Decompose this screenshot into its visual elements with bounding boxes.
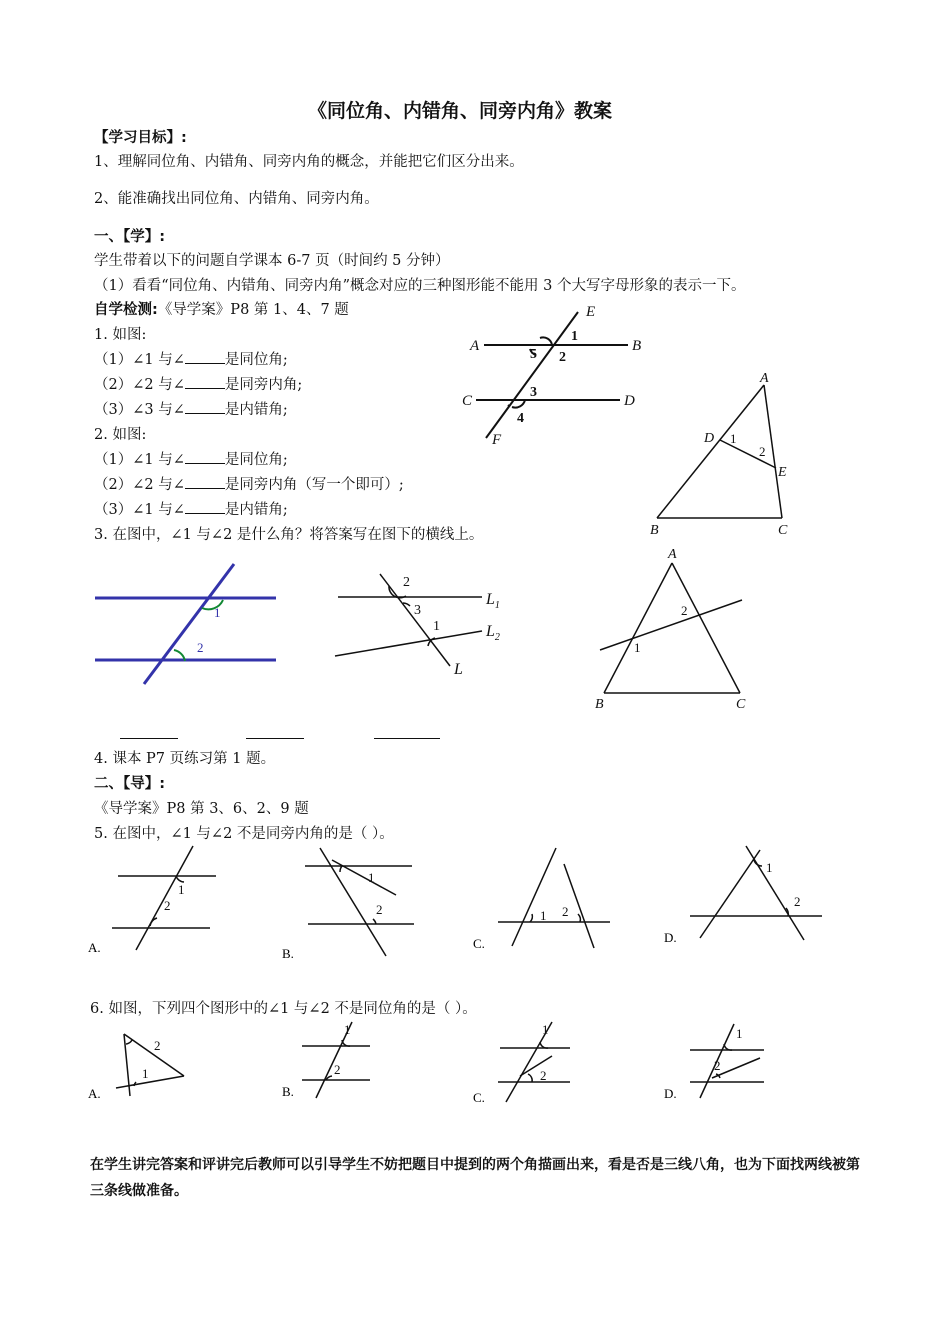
svg-text:2: 2 <box>376 902 383 917</box>
answer-blank[interactable] <box>185 501 225 514</box>
svg-text:A: A <box>668 547 677 562</box>
answer-blank[interactable] <box>185 376 225 389</box>
svg-text:1: 1 <box>736 1026 743 1041</box>
problem1-item: （3）∠3 与∠ 是内错角; <box>94 402 288 418</box>
svg-text:1: 1 <box>142 1066 149 1081</box>
section2-heading: 二、【导】: <box>94 776 166 792</box>
svg-text:L1: $L_1$ <box>486 591 500 611</box>
svg-text:2: 2 <box>164 898 171 913</box>
svg-text:A.: A. <box>88 1086 101 1101</box>
svg-text:1: 1 <box>344 1022 351 1037</box>
teacher-note: 在学生讲完答案和评讲完后教师可以引导学生不妨把题目中提到的两个角描画出来，看是否是三线八角，也为下面找两线被第三条线做准备。 <box>90 1157 860 1199</box>
svg-text:1: 1 <box>634 640 641 655</box>
label-A: A <box>470 338 480 354</box>
svg-text:2: 2 <box>562 904 569 919</box>
svg-text:2: 2 <box>559 350 566 365</box>
figure-parallel-transversal <box>460 298 660 448</box>
page-title: 《同位角、内错角、同旁内角》教案 <box>308 100 613 122</box>
answer-blank[interactable] <box>185 476 225 489</box>
answer-blank[interactable] <box>185 351 225 364</box>
q5-figure-d <box>660 842 830 957</box>
svg-text:2: 2 <box>759 444 766 459</box>
svg-text:B: B <box>595 697 604 712</box>
problem1-item: （1）∠1 与∠ 是同位角; <box>94 352 288 368</box>
label-C: C <box>462 393 473 409</box>
figure-triangle-de <box>640 368 810 548</box>
svg-text:B: B <box>650 523 659 538</box>
svg-text:D.: D. <box>664 1086 677 1101</box>
problem2-label: 2. 如图: <box>94 427 147 443</box>
svg-text:1: 1 <box>542 1022 549 1037</box>
svg-text:1: 1 <box>178 882 185 897</box>
svg-text:4: 4 <box>517 411 524 426</box>
problem1-item: （2）∠2 与∠ 是同旁内角; <box>94 377 303 393</box>
question5: 5. 在图中，∠1 与∠2 不是同旁内角的是（ ）。 <box>94 826 394 842</box>
answer-line[interactable] <box>120 738 178 739</box>
self-check-ref: 《导学案》P8 第 1、4、7 题 <box>157 302 349 318</box>
self-check <box>94 301 349 319</box>
question6: 6. 如图，下列四个图形中的∠1 与∠2 不是同位角的是（ ）。 <box>90 1001 477 1017</box>
figure-3c <box>590 545 760 715</box>
svg-text:1: 1 <box>730 431 737 446</box>
svg-text:3: 3 <box>530 385 537 400</box>
svg-text:1: 1 <box>766 860 773 875</box>
problem3: 3. 在图中，∠1 与∠2 是什么角？将答案写在图下的横线上。 <box>94 527 484 543</box>
svg-text:2: 2 <box>681 603 688 618</box>
svg-text:C: C <box>736 697 746 712</box>
answer-blank[interactable] <box>185 451 225 464</box>
problem1-label: 1. 如图: <box>94 327 147 343</box>
section1-intro: 学生带着以下的问题自学课本 6-7 页（时间约 5 分钟） <box>94 253 450 269</box>
answer-line[interactable] <box>374 738 440 739</box>
label-B: B <box>632 338 642 354</box>
svg-text:B.: B. <box>282 1084 294 1099</box>
svg-text:1: 1 <box>214 605 221 620</box>
figure-3a <box>90 560 285 690</box>
svg-text:5: 5 <box>530 347 537 362</box>
svg-text:1: 1 <box>571 329 578 344</box>
svg-text:2: 2 <box>714 1058 721 1073</box>
label-F: F <box>492 432 502 448</box>
figure-3b <box>330 568 520 683</box>
section1-q1: （1）看看“同位角、内错角、同旁内角”概念对应的三种图形能不能用 3 个大写字母形象的表示一下。 <box>94 278 746 294</box>
objectives-heading: 【学习目标】: <box>94 130 187 146</box>
problem4: 4. 课本 P7 页练习第 1 题。 <box>94 751 276 767</box>
q6-figure-d <box>660 1018 770 1102</box>
problem2-item: （2）∠2 与∠ 是同旁内角（写一个即可）; <box>94 477 404 493</box>
q6-figure-a <box>88 1020 198 1104</box>
problem2-item: （1）∠1 与∠ 是同位角; <box>94 452 288 468</box>
label-E: E <box>586 304 596 320</box>
svg-text:2: 2 <box>197 640 204 655</box>
answer-line[interactable] <box>246 738 304 739</box>
svg-text:C.: C. <box>473 936 485 951</box>
svg-text:2: 2 <box>334 1062 341 1077</box>
svg-text:2: 2 <box>403 575 410 590</box>
objective-1: 1、理解同位角、内错角、同旁内角的概念，并能把它们区分出来。 <box>94 154 524 170</box>
svg-text:L: L <box>454 661 463 678</box>
self-check-label: 自学检测: <box>94 302 158 318</box>
svg-text:C: C <box>778 523 788 538</box>
answer-blank[interactable] <box>185 401 225 414</box>
svg-text:D: D <box>704 431 715 446</box>
svg-text:E: E <box>778 465 787 480</box>
svg-text:1: 1 <box>368 870 375 885</box>
q5-figure-a <box>88 842 228 957</box>
section1-heading: 一、【学】: <box>94 229 166 245</box>
svg-text:2: 2 <box>154 1038 161 1053</box>
objective-2: 2、能准确找出同位角、内错角、同旁内角。 <box>94 191 379 207</box>
q5-figure-c <box>470 842 620 957</box>
q6-figure-b <box>280 1018 380 1102</box>
svg-text:2: 2 <box>794 894 801 909</box>
label-D: D <box>624 393 635 409</box>
q5-figure-b <box>280 842 430 960</box>
svg-text:D.: D. <box>664 930 677 945</box>
problem2-item: （3）∠1 与∠ 是内错角; <box>94 502 288 518</box>
svg-text:A: A <box>760 371 769 386</box>
svg-text:1: 1 <box>540 908 547 923</box>
svg-text:L2: $L_2$ <box>486 623 500 643</box>
svg-text:3: 3 <box>414 603 421 618</box>
svg-text:1: 1 <box>433 619 440 634</box>
svg-text:2: 2 <box>540 1068 547 1083</box>
section2-ref: 《导学案》P8 第 3、6、2、9 题 <box>94 801 309 817</box>
q6-figure-c <box>470 1018 580 1108</box>
svg-text:B.: B. <box>282 946 294 961</box>
svg-text:C.: C. <box>473 1090 485 1105</box>
svg-text:A.: A. <box>88 940 101 955</box>
